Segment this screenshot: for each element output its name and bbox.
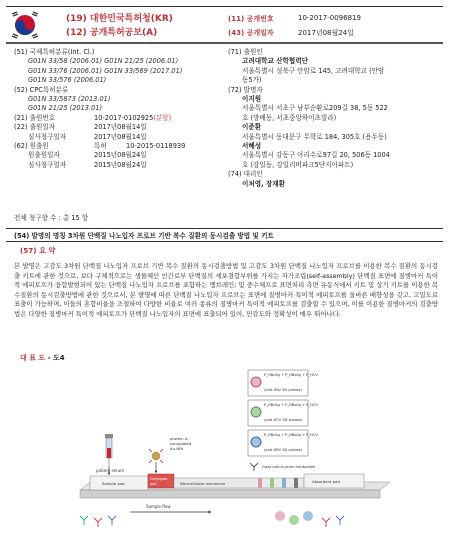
probe1-top-text: P_HBcAg + P_HBsAg + P_HCV [264, 373, 318, 377]
probe1-text: (anti-HAV 3D probes) [264, 388, 302, 392]
protein-conj-text-2: conjugated [170, 441, 192, 446]
probe-box-2 [248, 400, 318, 426]
invention-title: (54) 발명의 명칭 3차원 단백질 나노입자 프로브 기반 복수 질환의 동시검출 방법 및 키트 [14, 232, 274, 240]
inventor-addr-2a: 서울특별시 동대문구 무학로 184, 305호 (용두동) [242, 132, 387, 141]
inventor-addr-1a: 서울특별시 서초구 남부순환로209길 38, 5동 522 [242, 104, 388, 113]
pub-no-label: (11) 공개번호 [228, 15, 274, 23]
probe2-top-text: P_HBcAg + P_HBsAg + P_HCV [264, 403, 318, 407]
nitro-text: Nitrocellulose membrane [180, 482, 226, 486]
probe-box-3 [248, 430, 318, 456]
au-nanoparticle-icon [149, 449, 163, 463]
ipc-line-2: G01N 33/76 (2006.01) G01N 33/569 (2017.01) [28, 66, 183, 75]
inventor-label: (72) 발명자 [228, 85, 263, 94]
inventor-name-1: 이지원 [242, 95, 262, 104]
abstract-heading: (57) 요 약 [20, 246, 56, 255]
patient-serum-text: patient serum [96, 468, 125, 473]
orig-app-row: 원출원일자 2015년08월24일 [28, 151, 147, 160]
absorbent-text: Absorbent pad [312, 479, 340, 484]
applicant-name: 고려대학교 산학협력단 [242, 57, 308, 66]
korea-emblem-icon [10, 10, 40, 40]
probe2-text: (anti-HCV 3D probes) [264, 418, 303, 422]
conjugate-pad-text-2: pad [150, 482, 157, 486]
inventor-name-3: 서혜성 [242, 142, 262, 151]
applicant-addr-2: 동5가) [242, 76, 262, 85]
claims-line: 전체 청구항 수 : 총 15 항 [14, 214, 89, 222]
goat-text: Goat anti-human antibodies [262, 464, 316, 469]
ipc-line-3: G01N 33/576 (2006.01) [28, 76, 107, 85]
ipc-label: (51) 국제특허분류(Int. Cl.) [14, 48, 95, 56]
figure-ref: - 도4 [47, 354, 65, 362]
representative-figure [60, 366, 400, 532]
sample-flow-arrow [130, 504, 210, 512]
abstract-text: 본 발명은 고감도 3차원 단백질 나노입자 프로브 기반 복수 질환의 동시검출방법 및 고감도 3차원 단백질 나노입자 프로브를 이용한 복수 질환의 동시검출 키트에 관한 것으로, 보다 구체적으로는 생물체인 인간로부 단백질의 세포결합부위를 가지는 자가조립(self-assembly) 단백질 표면에 질병마커 특이적 에피토프가 융합발현되어 있는 단백질 나노입자 프로브를 포함하는 멤브레인; 및 중수체프로 표면처리 측면 유동식에서 키트 및 상기 키트를 이용한 복수질환의 동시검출방법에 관한 것으로서, 본 발명에 따른 단백질 나노입자 프로브는 표면에 질병마커 특이적 에피토프를 올바른 배향성을 갖고, 고밀도로 표출이 가능하며, 이들의 혼합비율을 조절하여 다양한 비율로 여러 종류의 질병마커 특이적 에피토프를 검출할 수 있으며, 이를 이용한 질병마커의 검출방법은 다양한 질병마커 특이적 에피토프가 단백질 나노입자의 표면에 표출되어 있어, 민감도와 정확성이 매우 뛰어나다. [14, 262, 438, 318]
sample-flow-text: Sample flow [146, 504, 171, 509]
header-top-rule [6, 6, 443, 7]
applicant-addr-1: 서울특별시 성북구 안암로 145, 고려대학교 (안암 [242, 66, 385, 75]
agent-name: 이처영, 장재환 [242, 179, 286, 188]
cpc-line-2: G01N 21/25 (2013.01) [28, 104, 103, 113]
office-line: (19) 대한민국특허청(KR) [66, 14, 173, 24]
inventor-addr-3a: 서울특별시 강동구 아리수로97길 20, 506동 1004 [242, 151, 390, 160]
inventor-addr-1b: 호 (방배동, 서초중앙하이츠빌라) [242, 113, 337, 122]
pub-date: 2017년08월24일 [298, 29, 354, 37]
figure-label-row [20, 353, 65, 363]
protein-conj-text-1: protein A- [170, 436, 189, 441]
probe3-top-text: P_HBcAg + P_HBsAg + P_HCV [264, 433, 318, 437]
inventor-addr-3b: 호 (강일동, 강일리버파크5단지아파트) [242, 160, 354, 169]
lateral-flow-strip [80, 474, 390, 498]
applicant-label: (71) 출원인 [228, 48, 263, 56]
syringe-icon [105, 434, 113, 466]
sample-pad-text: Sample pad [102, 481, 125, 486]
cpc-line-1: G01N 33/5873 (2013.01) [28, 95, 111, 104]
goat-antibody-legend [250, 463, 315, 471]
gazette-line: (12) 공개특허공보(A) [66, 28, 158, 38]
protein-conj-text-3: Au-NPs [170, 446, 184, 451]
title-top-rule [6, 228, 443, 229]
title-bottom-rule [6, 241, 443, 242]
header-bottom-rule [6, 42, 443, 44]
right-biblio [228, 48, 443, 189]
inventor-name-2: 이준환 [242, 123, 262, 132]
pub-no: 10-2017-0096819 [298, 14, 361, 22]
app-no-row: (21) 출원번호 10-2017-0102925(분할) [14, 113, 172, 122]
pub-date-label: (43) 공개일자 [228, 29, 274, 37]
antibody-cluster-icon [80, 511, 344, 527]
orig-exam-row: 심사청구일자 2015년08월24일 [28, 160, 147, 169]
cpc-label: (52) CPC특허분류 [14, 85, 69, 94]
ipc-line-1: G01N 33/58 (2006.01) G01N 21/25 (2006.01) [28, 57, 179, 66]
exam-req-row: 심사청구일자 2017년08월14일 [28, 132, 147, 141]
conjugate-pad-text: Conjugate [150, 477, 168, 481]
orig-row: (62) 원출원 특허 10-2015-0118939 [14, 142, 186, 151]
figure-label: 대 표 도 [20, 354, 46, 362]
left-biblio [14, 48, 224, 170]
probe3-text: (anti-HBV 3D probes) [264, 448, 303, 452]
agent-label: (74) 대리인 [228, 170, 263, 179]
app-date-row: (22) 출원일자 2017년08월14일 [14, 123, 147, 132]
probe-box-1 [248, 370, 318, 396]
